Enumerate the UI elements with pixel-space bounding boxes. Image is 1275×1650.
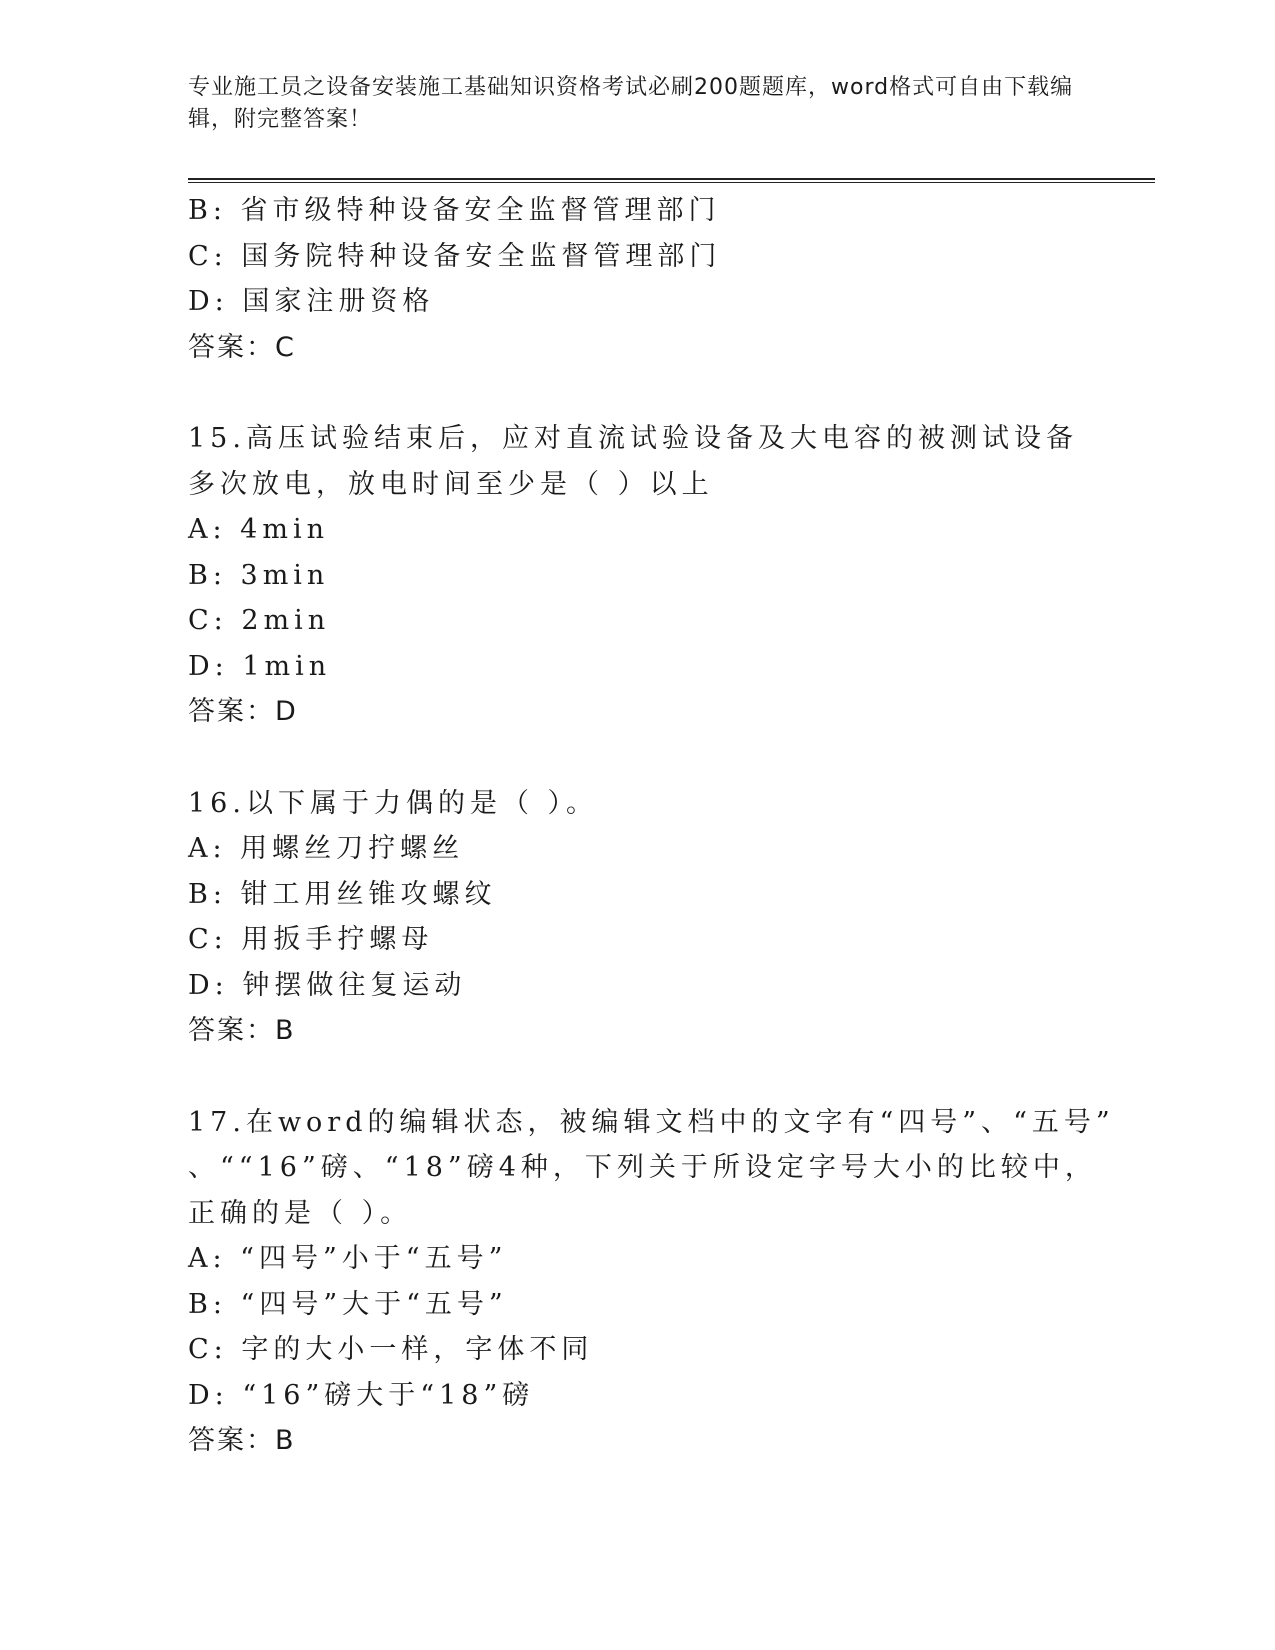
option-d: D: 国家注册资格	[188, 286, 435, 317]
option-b: B: 省市级特种设备安全监督管理部门	[188, 195, 721, 226]
option-b: B: “四号”大于“五号”	[188, 1288, 508, 1320]
option-b: B: 钳工用丝锥攻螺纹	[188, 878, 497, 910]
option-d: D: “16”磅大于“18”磅	[188, 1379, 535, 1411]
option-a: A: “四号”小于“五号”	[188, 1243, 508, 1274]
document-header: 专业施工员之设备安装施工基础知识资格考试必刷200题题库，word格式可自由下载编辑，附完整答案！	[188, 75, 1074, 132]
spacer	[188, 735, 1088, 781]
question-14	[188, 188, 1088, 370]
option-d: D: 1min	[188, 650, 332, 682]
answer: 答案：B	[188, 1425, 296, 1456]
question-stem-line-1: 17.在word的编辑状态，被编辑文档中的文字有“四号”、“五号”	[188, 1106, 1115, 1138]
spacer	[188, 1054, 1088, 1100]
question-17	[188, 1100, 1115, 1464]
question-16	[188, 781, 1088, 1054]
option-b: B: 3min	[188, 559, 330, 591]
option-c: C: 国务院特种设备安全监督管理部门	[188, 240, 722, 272]
header-divider-thin	[188, 182, 1155, 183]
question-stem: 15.高压试验结束后，应对直流试验设备及大电容的被测试设备多次放电，放电时间至少是（ ）以上	[188, 423, 1078, 500]
header-divider-thick	[188, 178, 1155, 180]
question-list	[188, 188, 1115, 1464]
answer: 答案：D	[188, 696, 298, 727]
option-c: C: 字的大小一样，字体不同	[188, 1334, 594, 1365]
option-c: C: 2min	[188, 605, 331, 636]
question-stem: 16.以下属于力偶的是（ ）。	[188, 787, 599, 819]
answer: 答案：B	[188, 1015, 296, 1046]
option-a: A: 4min	[188, 514, 329, 545]
option-c: C: 用扳手拧螺母	[188, 924, 434, 955]
question-15	[188, 416, 1088, 735]
option-d: D: 钟摆做往复运动	[188, 969, 467, 1001]
answer: 答案：C	[188, 331, 296, 363]
question-stem-line-2: 、““16”磅、“18”磅4种，下列关于所设定字号大小的比较中，	[188, 1152, 1097, 1183]
question-stem-line-3: 正确的是（ ）。	[188, 1197, 413, 1229]
option-a: A: 用螺丝刀拧螺丝	[188, 833, 465, 864]
spacer	[188, 370, 1088, 416]
